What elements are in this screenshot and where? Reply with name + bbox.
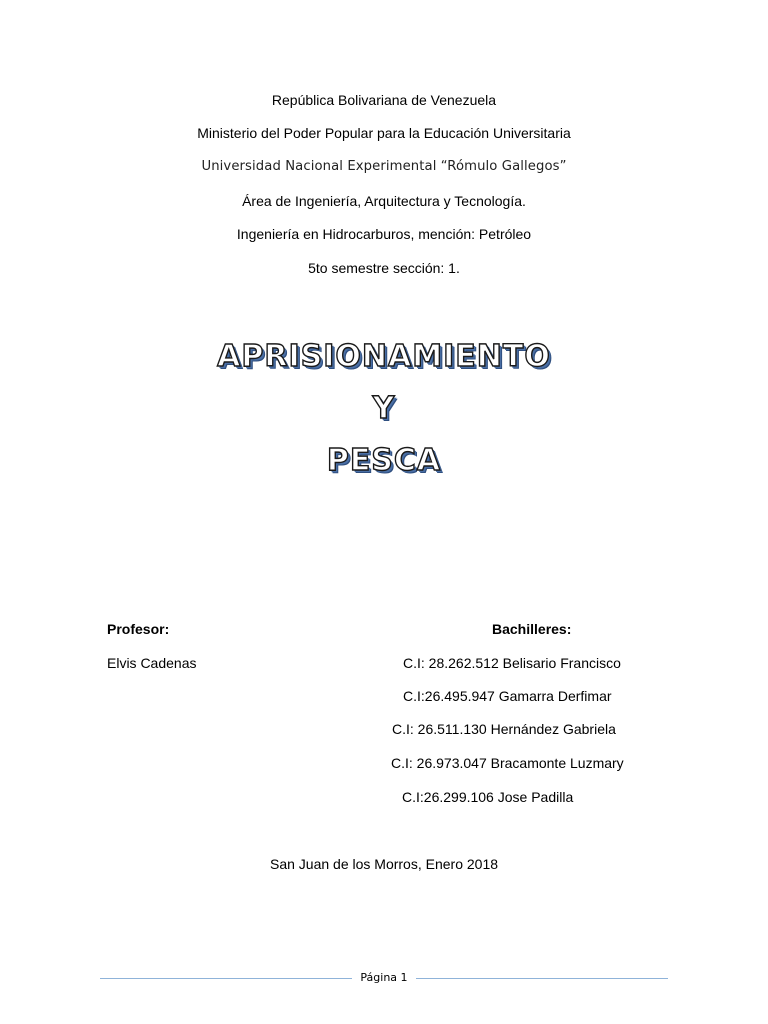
header-program: Ingeniería en Hidrocarburos, mención: Petróleo: [236, 226, 532, 242]
header-ministry: Ministerio del Poder Popular para la Educación Universitaria: [197, 125, 571, 141]
student-item: C.I: 26.973.047 Bracamonte Luzmary: [391, 755, 624, 771]
footer-rule-right: [416, 978, 668, 979]
student-item: C.I:26.495.947 Gamarra Derfimar: [403, 688, 612, 704]
title-word-y: Y: [372, 391, 396, 426]
student-item: C.I: 26.511.130 Hernández Gabriela: [392, 721, 616, 737]
students-label: Bachilleres:: [492, 621, 572, 637]
student-item: C.I:26.299.106 Jose Padilla: [402, 789, 574, 805]
header-area: Área de Ingeniería, Arquitectura y Tecnología.: [242, 193, 526, 209]
professor-name: Elvis Cadenas: [107, 655, 197, 671]
place-date: San Juan de los Morros, Enero 2018: [269, 856, 499, 872]
header-semester: 5to semestre sección: 1.: [308, 260, 460, 276]
professor-label: Profesor:: [107, 621, 170, 637]
student-item: C.I: 28.262.512 Belisario Francisco: [403, 655, 621, 671]
header-republic: República Bolivariana de Venezuela: [271, 92, 497, 108]
header-university: Universidad Nacional Experimental “Rómulo Gallegos”: [201, 159, 567, 174]
page-number: Página 1: [360, 971, 408, 984]
title-word-aprisionamiento: APRISIONAMIENTO: [217, 339, 551, 374]
title-word-pesca: PESCA: [326, 443, 442, 478]
